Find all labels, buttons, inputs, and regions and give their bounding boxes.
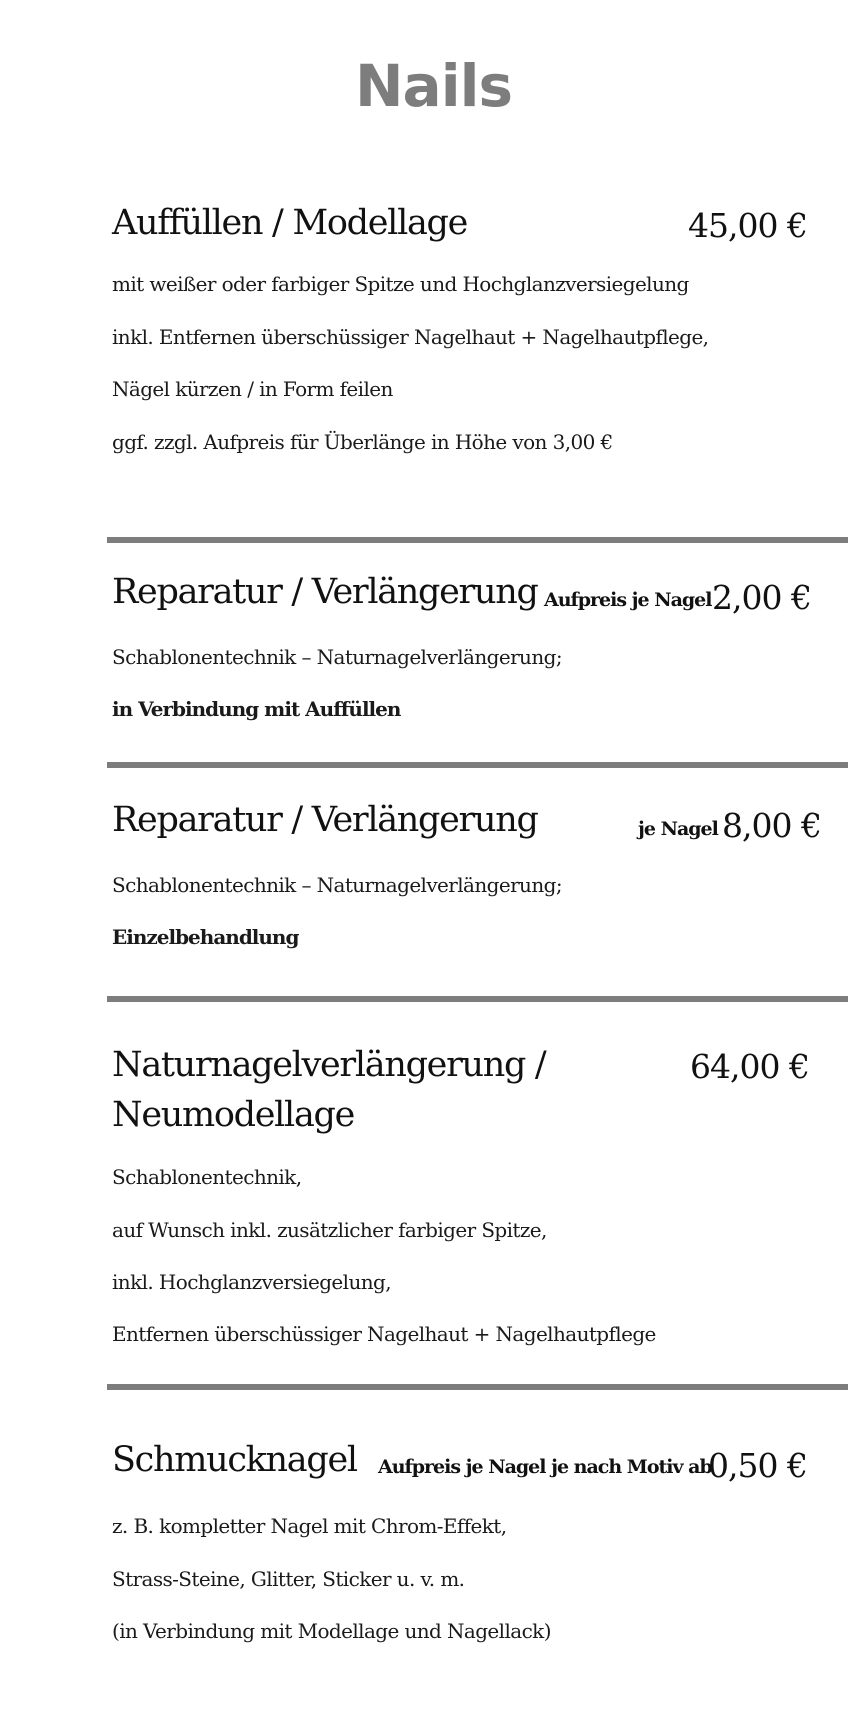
service-description-line: Strass-Steine, Glitter, Sticker u. v. m.	[112, 1567, 465, 1591]
service-title-naturnagel: Naturnagelverlängerung /	[112, 1045, 546, 1085]
service-title-reparatur-einzel: Reparatur / Verlängerung	[112, 800, 538, 840]
service-description-line: Nägel kürzen / in Form feilen	[112, 377, 393, 401]
service-description-line: inkl. Entfernen überschüssiger Nagelhaut + Nagelhautpflege,	[112, 325, 709, 349]
service-description-line: Einzelbehandlung	[112, 925, 299, 949]
service-description-line: auf Wunsch inkl. zusätzlicher farbiger Spitze,	[112, 1218, 547, 1242]
service-title-naturnagel-line2: Neumodellage	[112, 1095, 355, 1135]
service-title-schmucknagel: Schmucknagel	[112, 1440, 357, 1480]
service-description-line: mit weißer oder farbiger Spitze und Hochglanzversiegelung	[112, 272, 689, 296]
service-description-line: ggf. zzgl. Aufpreis für Überlänge in Höhe von 3,00 €	[112, 430, 613, 454]
service-price-schmucknagel: 0,50 €	[708, 1446, 807, 1485]
page-title: Nails	[355, 52, 512, 120]
section-divider	[107, 537, 848, 543]
service-description-line: Entfernen überschüssiger Nagelhaut + Nagelhautpflege	[112, 1322, 656, 1346]
section-divider	[107, 762, 848, 768]
section-divider	[107, 1384, 848, 1390]
price-note: je Nagel	[638, 818, 718, 840]
service-price-reparatur-einzel: 8,00 €	[722, 806, 821, 845]
service-description-line: Schablonentechnik – Naturnagelverlängerung;	[112, 645, 562, 669]
service-price-auffuellen: 45,00 €	[688, 206, 807, 245]
service-description-line: inkl. Hochglanzversiegelung,	[112, 1270, 391, 1294]
service-description-line: Schablonentechnik,	[112, 1165, 302, 1189]
service-description-line: Schablonentechnik – Naturnagelverlängerung;	[112, 873, 562, 897]
service-description-line: (in Verbindung mit Modellage und Nagellack)	[112, 1619, 551, 1643]
service-title-auffuellen: Auffüllen / Modellage	[112, 203, 468, 243]
service-price-reparatur-aufpreis: 2,00 €	[712, 578, 811, 617]
price-note: Aufpreis je Nagel	[544, 589, 712, 611]
service-description-line: in Verbindung mit Auffüllen	[112, 697, 401, 721]
price-note: Aufpreis je Nagel je nach Motiv ab	[378, 1456, 712, 1478]
service-title-reparatur-aufpreis: Reparatur / Verlängerung	[112, 572, 538, 612]
service-price-naturnagel: 64,00 €	[690, 1047, 809, 1086]
service-description-line: z. B. kompletter Nagel mit Chrom-Effekt,	[112, 1514, 507, 1538]
section-divider	[107, 996, 848, 1002]
